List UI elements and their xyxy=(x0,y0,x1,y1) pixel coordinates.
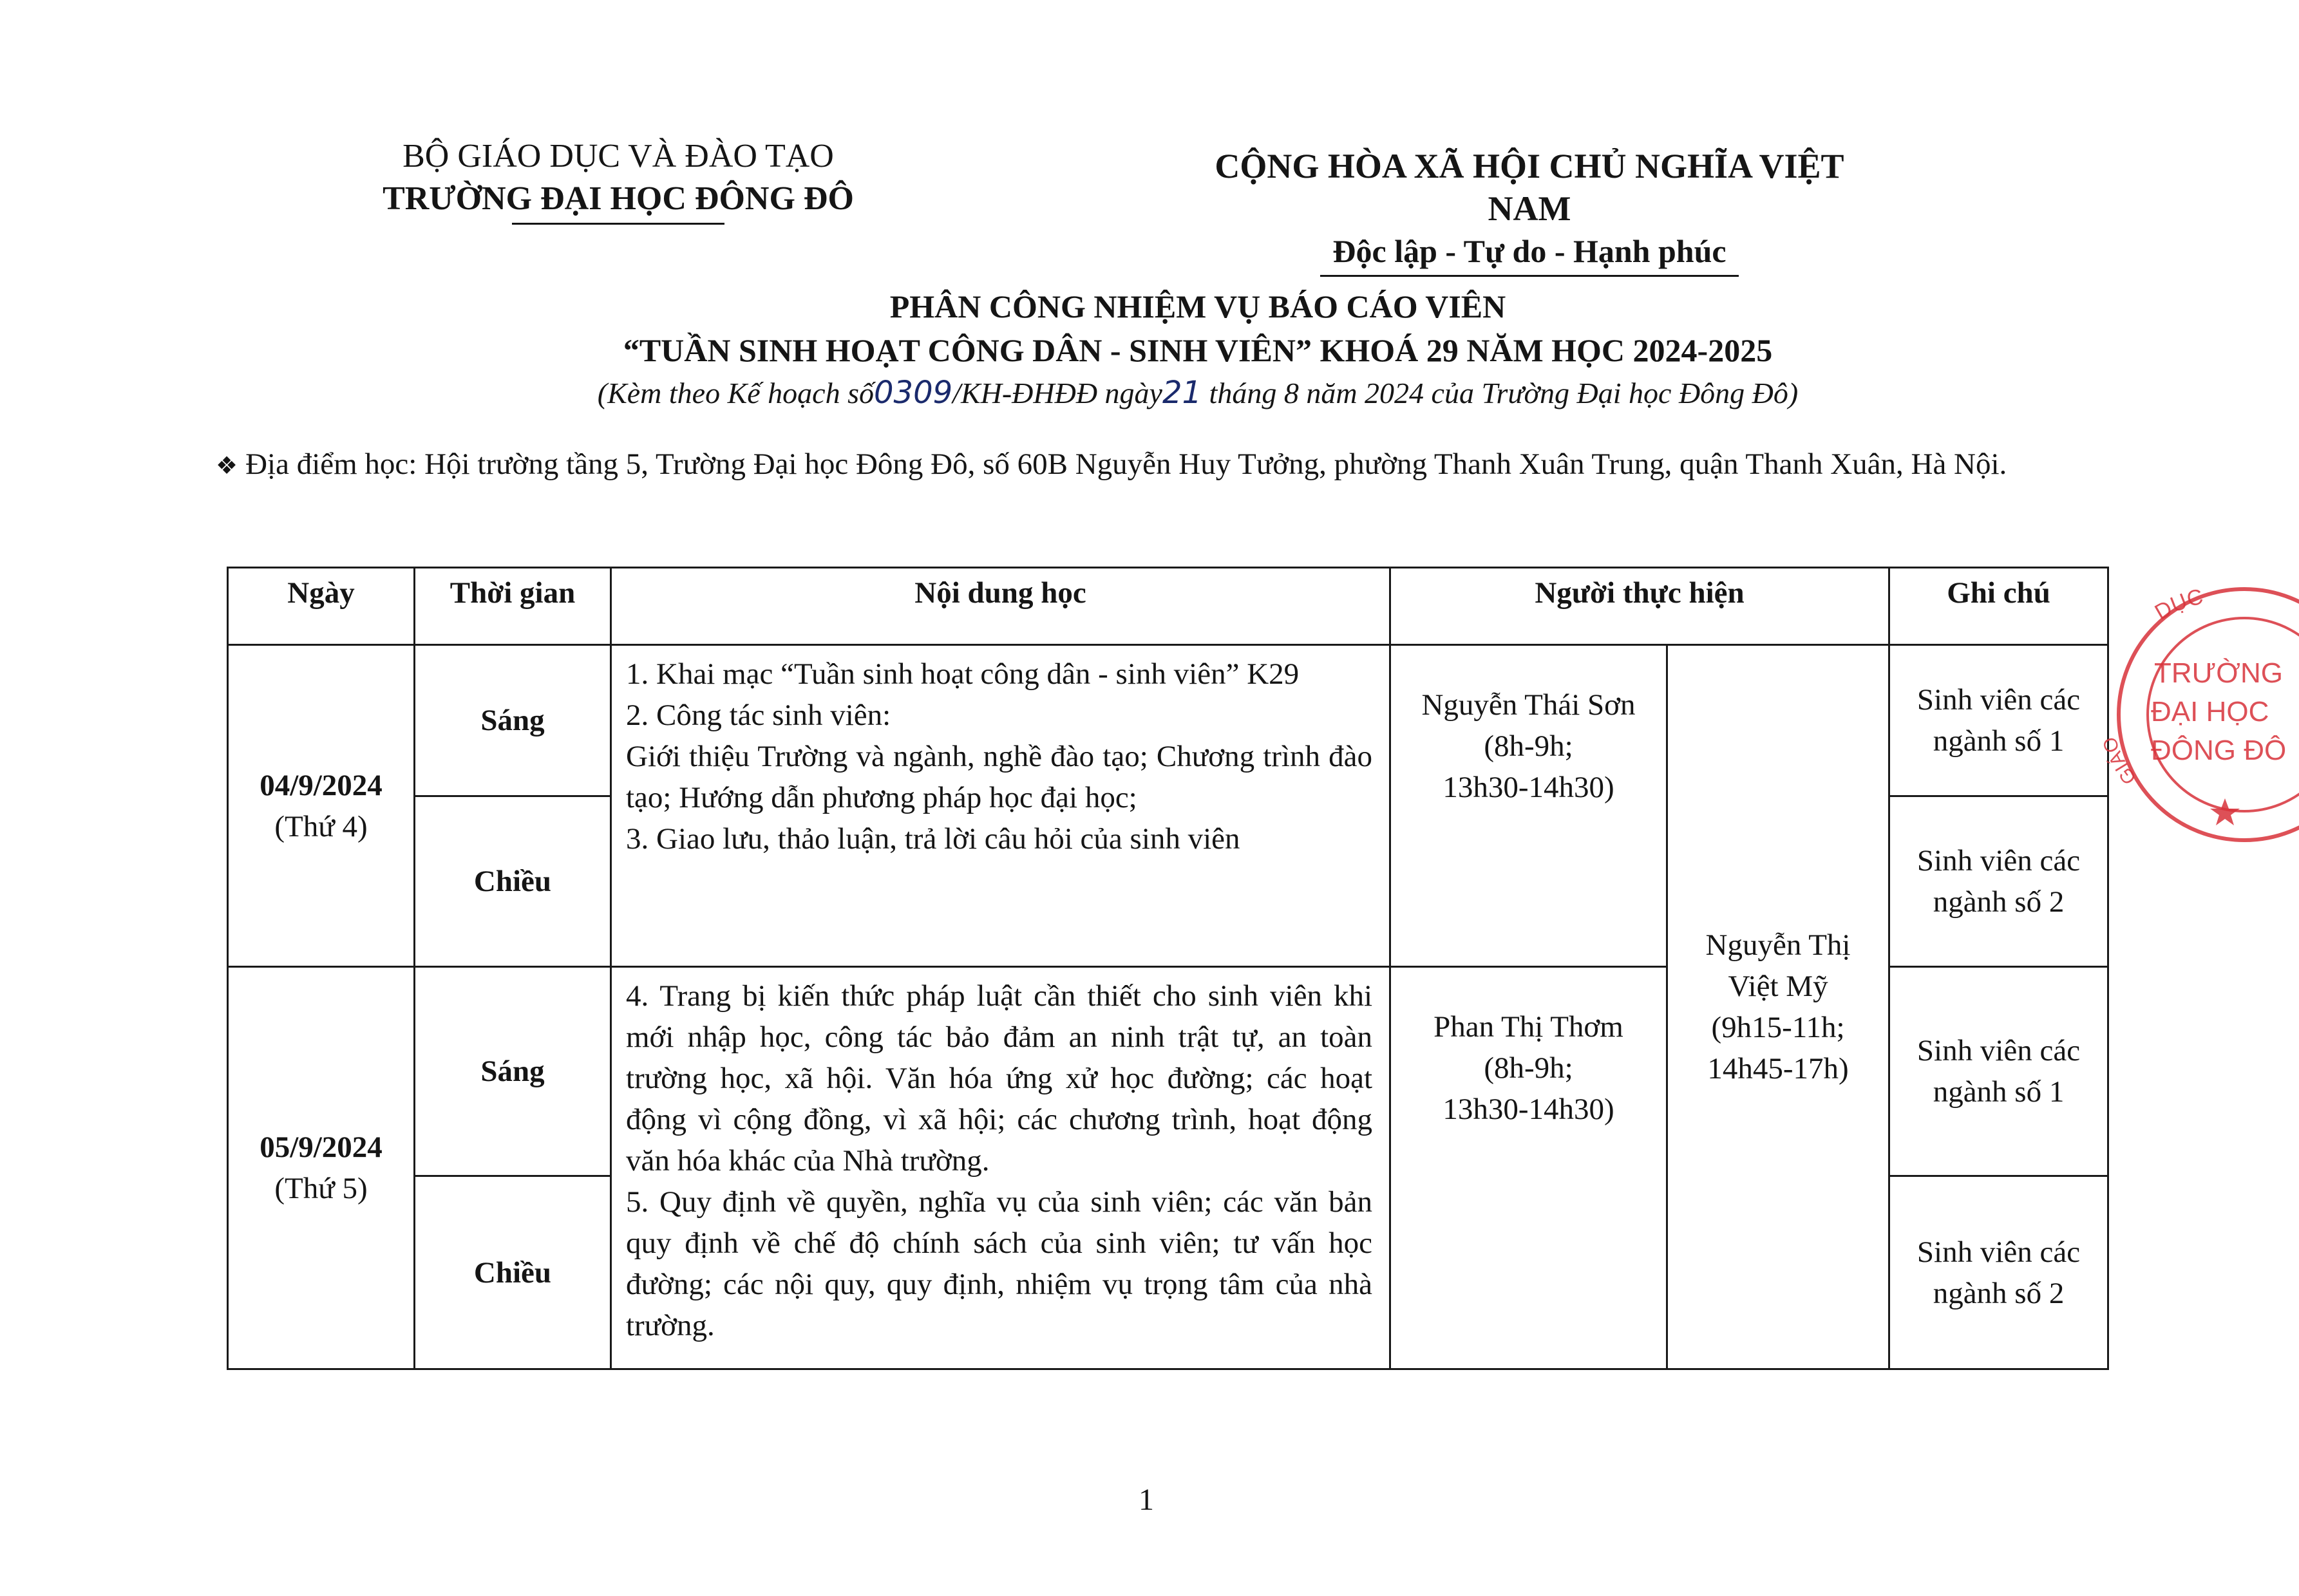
handwritten-plan-number: 0309 xyxy=(874,375,953,411)
day1-content-item: Giới thiệu Trường và ngành, nghề đào tạo; Chương trình đào tạo; Hướng dẫn phương pháp học đại học; xyxy=(626,740,1372,814)
day2-date: 05/9/2024 xyxy=(260,1131,383,1164)
day1-performer-time-1: (8h-9h; xyxy=(1484,729,1573,763)
day1-performer-cell xyxy=(1390,645,1667,967)
day2-performer-time-1: (8h-9h; xyxy=(1484,1051,1573,1085)
subline-part-1: (Kèm theo Kế hoạch số xyxy=(597,377,875,409)
university-seal xyxy=(2086,576,2299,859)
seal-text-top: DỤC xyxy=(2150,584,2206,625)
day2-performer-cell xyxy=(1390,967,1667,1369)
day2-morning: Sáng xyxy=(415,967,611,1176)
seal-line-2: ĐẠI HỌC xyxy=(2151,696,2269,728)
day1-content-item: 1. Khai mạc “Tuần sinh hoạt công dân - sinh viên” K29 xyxy=(626,657,1300,691)
shared-performer-time-1: (9h15-11h; xyxy=(1711,1011,1845,1044)
diamond-bullet-icon: ❖ xyxy=(216,453,238,480)
header-time: Thời gian xyxy=(415,568,611,645)
day2-performer-name: Phan Thị Thơm xyxy=(1433,1010,1623,1044)
day1-content-cell xyxy=(611,645,1390,967)
schedule-table xyxy=(227,567,2109,1370)
motto-underline xyxy=(1320,275,1739,277)
shared-performer-time-2: 14h45-17h) xyxy=(1707,1052,1849,1085)
day1-morning: Sáng xyxy=(415,645,611,796)
subline-part-2: /KH-ĐHĐĐ ngày xyxy=(952,377,1162,409)
subline-part-3: tháng 8 năm 2024 của Trường Đại học Đông Đô) xyxy=(1202,377,1799,409)
ministry-name: BỘ GIÁO DỤC VÀ ĐÀO TẠO xyxy=(402,138,834,174)
seal-line-3: ĐÔNG ĐÔ xyxy=(2151,735,2287,766)
day2-weekday: (Thứ 5) xyxy=(274,1172,368,1205)
document-title xyxy=(361,285,2035,414)
issuer-block xyxy=(361,135,876,225)
day2-afternoon: Chiều xyxy=(415,1176,611,1369)
day1-performer-name: Nguyễn Thái Sơn xyxy=(1421,688,1636,722)
shared-performer-name-1: Nguyễn Thị xyxy=(1705,928,1851,962)
university-name: TRƯỜNG ĐẠI HỌC ĐÔNG ĐÔ xyxy=(383,180,854,217)
day1-weekday: (Thứ 4) xyxy=(274,809,368,843)
header-content: Nội dung học xyxy=(611,568,1390,645)
day2-content-cell xyxy=(611,967,1390,1369)
title-subline xyxy=(361,372,2035,414)
location-text: Địa điểm học: Hội trường tầng 5, Trường Đại học Đông Đô, số 60B Nguyễn Huy Tưởng, phường Thanh Xuân Trung, quận Thanh Xuân, Hà Nội. xyxy=(245,447,2007,481)
handwritten-plan-day: 21 xyxy=(1162,375,1202,411)
shared-performer-name-2: Việt Mỹ xyxy=(1728,970,1828,1003)
day1-content-item: 2. Công tác sinh viên: xyxy=(626,699,891,732)
location-paragraph xyxy=(216,444,2096,486)
day1-date-cell xyxy=(228,645,415,967)
day2-note-morning: Sinh viên các ngành số 1 xyxy=(1889,967,2108,1176)
header-note: Ghi chú xyxy=(1889,568,2108,645)
day2-content-item: 5. Quy định về quyền, nghĩa vụ của sinh viên; các văn bản quy định về chế độ chính sách của sinh viên; tư vấn học đường; các nội quy, quy định, nhiệm vụ trọng tâm của nhà trường. xyxy=(626,1185,1372,1342)
day2-note-afternoon: Sinh viên các ngành số 2 xyxy=(1889,1176,2108,1369)
day2-date-cell xyxy=(228,967,415,1369)
header-performer: Người thực hiện xyxy=(1390,568,1889,645)
header-date: Ngày xyxy=(228,568,415,645)
day1-date: 04/9/2024 xyxy=(260,768,383,802)
national-motto-block xyxy=(1191,145,1868,277)
day1-note-morning: Sinh viên các ngành số 1 xyxy=(1889,645,2108,796)
day1-note-afternoon: Sinh viên các ngành số 2 xyxy=(1889,796,2108,967)
motto: Độc lập - Tự do - Hạnh phúc xyxy=(1332,233,1727,269)
day1-content-item: 3. Giao lưu, thảo luận, trả lời câu hỏi của sinh viên xyxy=(626,822,1240,856)
day1-performer-time-2: 13h30-14h30) xyxy=(1443,771,1614,804)
day2-performer-time-2: 13h30-14h30) xyxy=(1443,1093,1614,1126)
country-name: CỘNG HÒA XÃ HỘI CHỦ NGHĨA VIỆT NAM xyxy=(1215,147,1844,228)
title-line-1: PHÂN CÔNG NHIỆM VỤ BÁO CÁO VIÊN xyxy=(889,288,1506,324)
table-row xyxy=(228,645,2108,796)
shared-performer-cell xyxy=(1667,645,1889,1369)
day2-content-item: 4. Trang bị kiến thức pháp luật cần thiết cho sinh viên khi mới nhập học, công tác bảo đảm an ninh trật tự, an toàn trường học, xã hội. Văn hóa ứng xử học đường; các hoạt động vì cộng đồng, vì xã hội; các chương trình, hoạt động văn hóa khác của Nhà trường. xyxy=(626,979,1372,1178)
title-line-2: “TUẦN SINH HOẠT CÔNG DÂN - SINH VIÊN” KHOÁ 29 NĂM HỌC 2024-2025 xyxy=(623,332,1773,368)
seal-line-1: TRƯỜNG xyxy=(2154,657,2283,689)
seal-text-left: GIÁO xyxy=(2099,734,2141,789)
page-number: 1 xyxy=(1139,1483,1154,1517)
day1-afternoon: Chiều xyxy=(415,796,611,967)
issuer-underline xyxy=(512,223,724,225)
table-header-row xyxy=(228,568,2108,645)
